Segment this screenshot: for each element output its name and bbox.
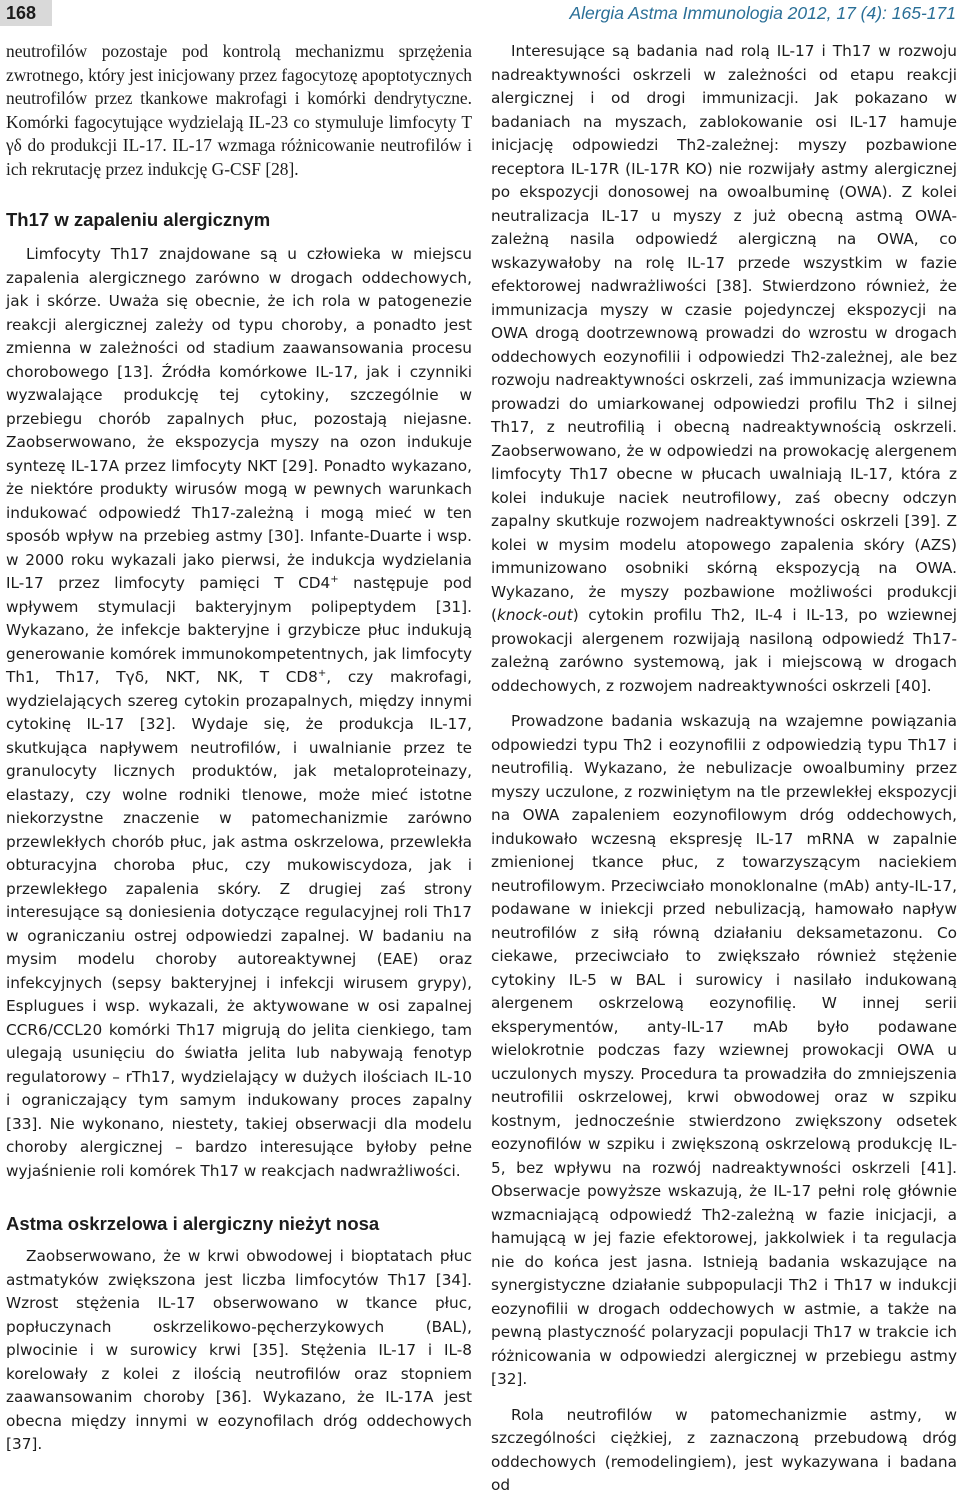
paragraph-neutrophil-role: Rola neutrofilów w patomechanizmie astmy, w szczególności ciężkiej, z zaznaczoną przebudową dróg oddechowych (remodelingiem), jest wykazywana i badana od <box>491 1405 957 1494</box>
paragraph-asthma-observations: Zaobserwowano, że w krwi obwodowej i bioptatach płuc astmatyków zwiększona jest liczba limfocytów Th17 [34]. Wzrost stężenia IL-17 obserwowano w tkance płuc, popłuczynach oskrzelikowo-pęcherzykowych (BAL), plwocinie i w surowicy krwi [35]. Stężenia IL-17 i IL-8 korelowały z kolei z ilością neutrofilów oraz stopniem zaawansowanim choroby [36]. Wykazano, że IL-17A jest obecna między innymi w eozynofilach dróg oddechowych [37]. <box>6 1247 472 1453</box>
page-header <box>0 0 960 28</box>
section-heading-th17-allergic: Th17 w zapaleniu alergicznym <box>6 209 271 230</box>
left-column <box>6 40 472 1457</box>
paragraph-th2-th17-interplay: Prowadzone badania wskazują na wzajemne powiązania odpowiedzi typu Th2 i eozynofilii z odpowiedzią typu Th17 i neutrofilią. Wykazano, że nebulizacje owoalbuminy przez myszy uczulone, z rozwiniętym na tle przewlekłej ekspozycji na OWA zapaleniem eozynofilowym dróg oddechowych, indukowało wczesną ekspresję IL-17 mRNA w zapalnie zmienionej tkance płuc, z towarzyszącym naciekiem neutrofilowym. Przeciwciało monoklonalne (mAb) anty-IL-17, podawane w iniekcji przed nebulizacją, hamowało napływ neutrofilów z siłą równą działaniu deksametazonu. Co ciekawe, przeciwciało to zwiększało również stężenie cytokiny IL-5 w BAL i surowicy i nasilało indukowaną alergenem oskrzelową eozynofilię. W innej serii eksperymentów, anty-IL-17 mAb było podawane wielokrotnie podczas fazy wziewnej prowokacji OWA u uczulonych myszy. Procedura ta prowadziła do zmniejszenia neutrofilii oskrzelowej, krwi obwodowej oraz w szpiku kostnym, jednocześnie stwierdzono zwiększony odsetek eozynofilów w szpiku i zwiększoną oskrzelową produkcję IL-5, bez wpływu na rozwój nadreaktywności oskrzeli [41]. Obserwacje powyższe wskazują, że IL-17 pełni rolę głównie wzmacniającą odpowiedź Th2-zależną w fazie inicjacji, a hamującą w jej fazie efektorowej, jakkolwiek i ta regulacja nie do końca jest jasna. Istnieją badania wskazujące na synergistyczne działanie subpopulacji Th2 i Th17 w indukcji eozynofilii w drogach oddechowych w astmie, a także na pewną plastyczność polaryzacji populacji Th17 w trakcie ich różnicowania w odpowiedzi alergicznej w przebiegu astmy [32]. <box>491 712 957 1388</box>
page-number: 168 <box>0 0 52 26</box>
section-heading-asthma-rhinitis: Astma oskrzelowa i alergiczny nieżyt nosa <box>6 1213 380 1234</box>
paragraph-il17-airway-hyperreactivity: Interesujące są badania nad rolą IL-17 i Th17 w rozwoju nadreaktywności oskrzeli w zależności od etapu reakcji alergicznej i od drogi immunizacji. Jak pokazano w badaniach na myszach, zablokowanie osi IL-17 hamuje inicjację odpowiedzi Th2-zależnej: myszy pozbawione receptora IL-17R (IL-17R KO) nie rozwijały astmy alergicznej po ekspozycji donosowej na owoalbuminę (OWA). Z kolei neutralizacja IL-17 u myszy z już obecną astmą OWA-zależną nasila odpowiedź alergiczną na OWA, co wskazywałoby na rolę IL-17 przede wszystkim w fazie efektorowej nadwrażliwości [38]. Stwierdzono również, że immunizacja myszy w czasie pojedynczej ekspozycji na OWA drogą dootrzewnową prowadzi do wzrostu w drogach oddechowych eozynofilii i odpowiedzi Th2-zależnej, ale bez rozwoju nadreaktywności oskrzeli, zaś immunizacja wziewna prowadzi do umiarkowanej odpowiedzi profilu Th2 i silnej Th17, z neutrofilią i obecną nadreaktywnością oskrzeli. Zaobserwowano, że w odpowiedzi na prowokację alergenem limfocyty Th17 obecne w płucach uwalniają IL-17, która z kolei indukuje naciek neutrofilowy, zaś obecny odczyn zapalny skutkuje rozwojem nadreaktywności oskrzeli [39]. Z kolei w mysim modelu atopowego zapalenia skóry (AZS) immunizowano osobniki skórną ekspozycją na OWA. Wykazano, że myszy pozbawione możliwości produkcji (knock-out) cytokin profilu Th2, IL-4 i IL-13, po wziewnej prowokacji alergenem rozwijają nasiloną odpowiedź Th17-zależną zarówno systemową, jak i miejscową w drogach oddechowych, z rozwojem nadreaktywności oskrzeli [40]. <box>491 42 957 695</box>
right-column <box>491 40 957 1498</box>
journal-reference: Alergia Astma Immunologia 2012, 17 (4): 165-171 <box>569 3 956 23</box>
paragraph-neutrophil-feedback: neutrofilów pozostaje pod kontrolą mechanizmu sprzężenia zwrotnego, który jest inicjowany przez fagocytozę apoptotycznych neutrofilów przez tkankowe makrofagi i komórki dendrytyczne. Komórki fagocytujące wydzielają IL-23 co stymuluje limfocyty T γδ do produkcji IL-17. IL-17 wzmaga różnicowanie neutrofilów i ich rekrutację przez indukcję G-CSF [28]. <box>6 41 472 179</box>
paragraph-th17-allergic-inflammation: Limfocyty Th17 znajdowane są u człowieka w miejscu zapalenia alergicznego zarówno w drogach oddechowych, jak i skórze. Uważa się obecnie, że ich rola w patogenezie reakcji alergicznej zależy od typu choroby, a ponadto jest zmienna w zależności od stadium zaawansowania procesu chorobowego [13]. Źródła komórkowe IL-17, jak i czynniki wyzwalające produkcję tej cytokiny, szczególnie w przebiegu chorób zapalnych płuc, pozostają niejasne. Zaobserwowano, że ekspozycja myszy na ozon indukuje syntezę IL-17A przez limfocyty NKT [29]. Ponadto wykazano, że niektóre produkty wirusów mogą w pewnych warunkach indukować odpowiedź Th17-zależną i mogą mieć w ten sposób wpływ na przebieg astmy [30]. Infante-Duarte i wsp. w 2000 roku wykazali jako pierwsi, że indukcja wydzielania IL-17 przez limfocyty pamięci T CD4+ następuje pod wpływem stymulacji bakteryjnym polipeptydem [31]. Wykazano, że infekcje bakteryjne i grzybicze płuc indukują generowanie komórek immunokompetentnych, jak limfocyty Th1, Th17, Tγδ, NKT, NK, T CD8+, czy makrofagi, wydzielających szereg cytokin prozapalnych, między innymi cytokinę IL-17 [32]. Wydaje się, że produkcja IL-17, skutkująca napływem neutrofilów, i uwalnianie przez te granulocyty licznych produktów, jak metaloproteinazy, elastazy, czy wolne rodniki tlenowe, może mieć istotne niekorzystne znaczenie w patomechanizmie zarówno przewlekłych chorób płuc, jak astma oskrzelowa, przewlekła obturacyjna choroba płuc, czy mukowiscydoza, jak i przewlekłego zapalenia skóry. Z drugiej zaś strony interesujące są doniesienia dotyczące regulacyjnej roli Th17 w ograniczaniu ostrej odpowiedzi zapalnej. W badaniu na mysim modelu choroby autoreaktywnej (EAE) oraz infekcyjnych (sepsy bakteryjnej i infekcji wirusem grypy), Esplugues i wsp. wykazali, że aktywowane w osi zapalnej CCR6/CCL20 komórki Th17 migrują do jelita cienkiego, tam ulegają usunięciu do światła jelita lub nabywają fenotyp regulatorowy – rTh17, wydzielający w dużych ilościach IL-10 i ograniczający tym samym indukowany proces zapalny [33]. Nie wykonano, niestety, takiej obserwacji dla modelu choroby alergicznej – bardzo interesujące byłoby pełne wyjaśnienie roli komórek Th17 w reakcjach nadwrażliwości. <box>6 245 472 1180</box>
